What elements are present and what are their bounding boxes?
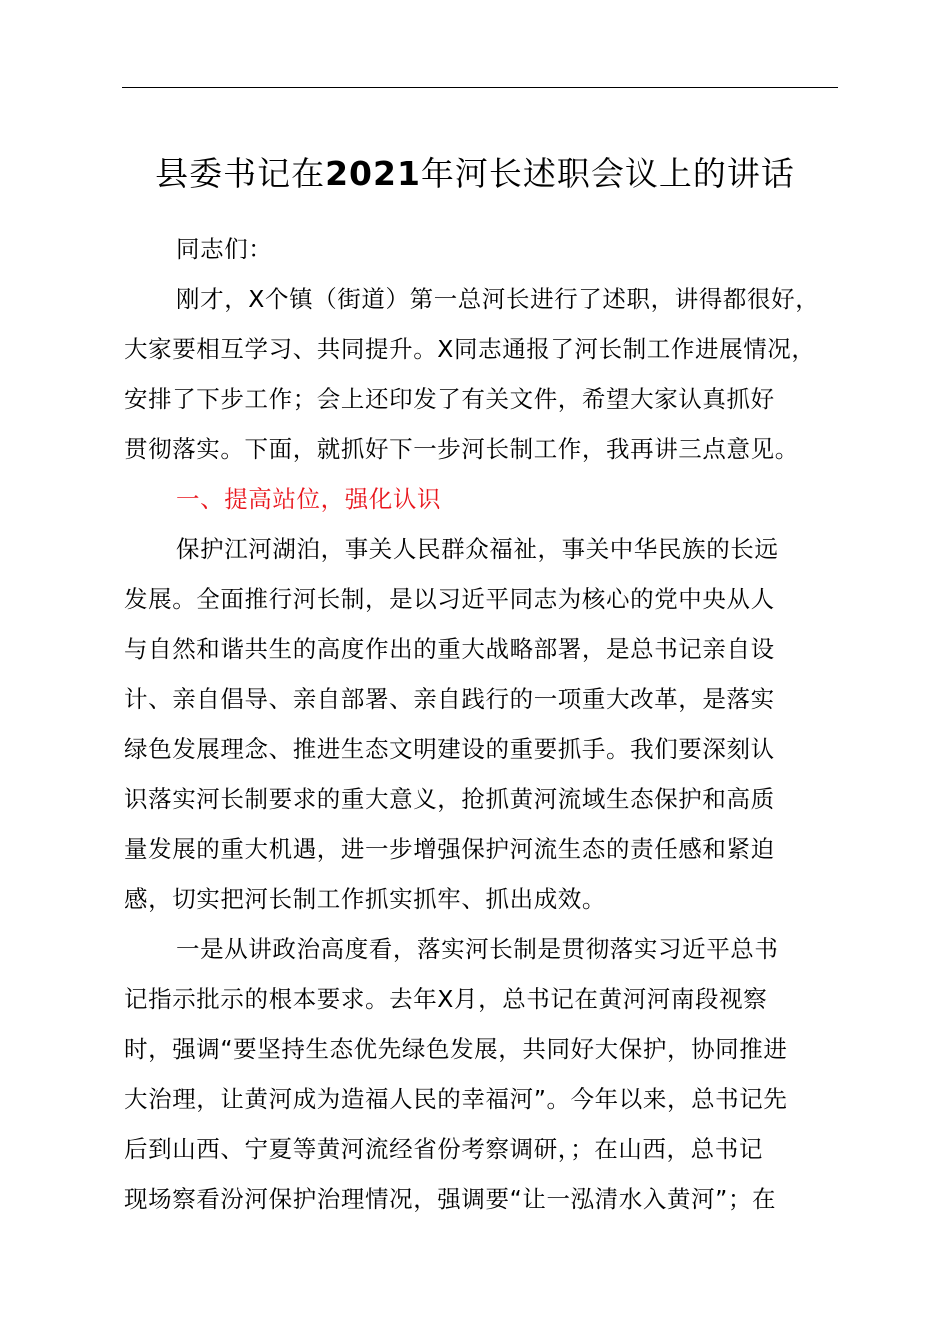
paragraph-line: 记指示批示的根本要求。去年X月，总书记在黄河河南段视察 [124,985,768,1013]
paragraph-line: 大家要相互学习、共同提升。X同志通报了河长制工作进展情况， [124,335,816,363]
paragraph-line: 现场察看汾河保护治理情况，强调要“让一泓清水入黄河”；在 [124,1185,777,1213]
paragraph-line: 一是从讲政治高度看，落实河长制是贯彻落实习近平总书 [176,935,779,963]
paragraph-line: 量发展的重大机遇，进一步增强保护河流生态的责任感和紧迫 [124,835,775,863]
paragraph-line: 发展。全面推行河长制，是以习近平同志为核心的党中央从人 [124,585,775,613]
header-rule [122,87,838,88]
title-prefix: 县委书记在 [155,154,326,193]
paragraph-line: 贯彻落实。下面，就抓好下一步河长制工作，我再讲三点意见。 [124,435,799,463]
paragraph-line: 大治理，让黄河成为造福人民的幸福河”。今年以来，总书记先 [124,1085,788,1113]
document-title [0,150,950,198]
paragraph-line: 后到山西、宁夏等黄河流经省份考察调研，；在山西，总书记 [124,1135,763,1163]
paragraph-line: 绿色发展理念、推进生态文明建设的重要抓手。我们要深刻认 [124,735,775,763]
paragraph-line: 安排了下步工作；会上还印发了有关文件，希望大家认真抓好 [124,385,775,413]
paragraph-line: 保护江河湖泊，事关人民群众福祉，事关中华民族的长远 [176,535,779,563]
title-suffix: 年河长述职会议上的讲话 [420,154,795,193]
section-heading: 一、提高站位，强化认识 [176,485,442,513]
title-year: 2021 [325,154,421,193]
paragraph-line: 识落实河长制要求的重大意义，抢抓黄河流域生态保护和高质 [124,785,775,813]
paragraph-line: 时，强调“要坚持生态优先绿色发展，共同好大保护，协同推进 [124,1035,788,1063]
paragraph-line: 与自然和谐共生的高度作出的重大战略部署，是总书记亲自设 [124,635,775,663]
paragraph-line: 计、亲自倡导、亲自部署、亲自践行的一项重大改革，是落实 [124,685,775,713]
salutation: 同志们： [176,235,273,263]
paragraph-line: 刚才，X个镇（街道）第一总河长进行了述职，讲得都很好， [176,285,820,313]
paragraph-line: 感，切实把河长制工作抓实抓牢、抓出成效。 [124,885,606,913]
